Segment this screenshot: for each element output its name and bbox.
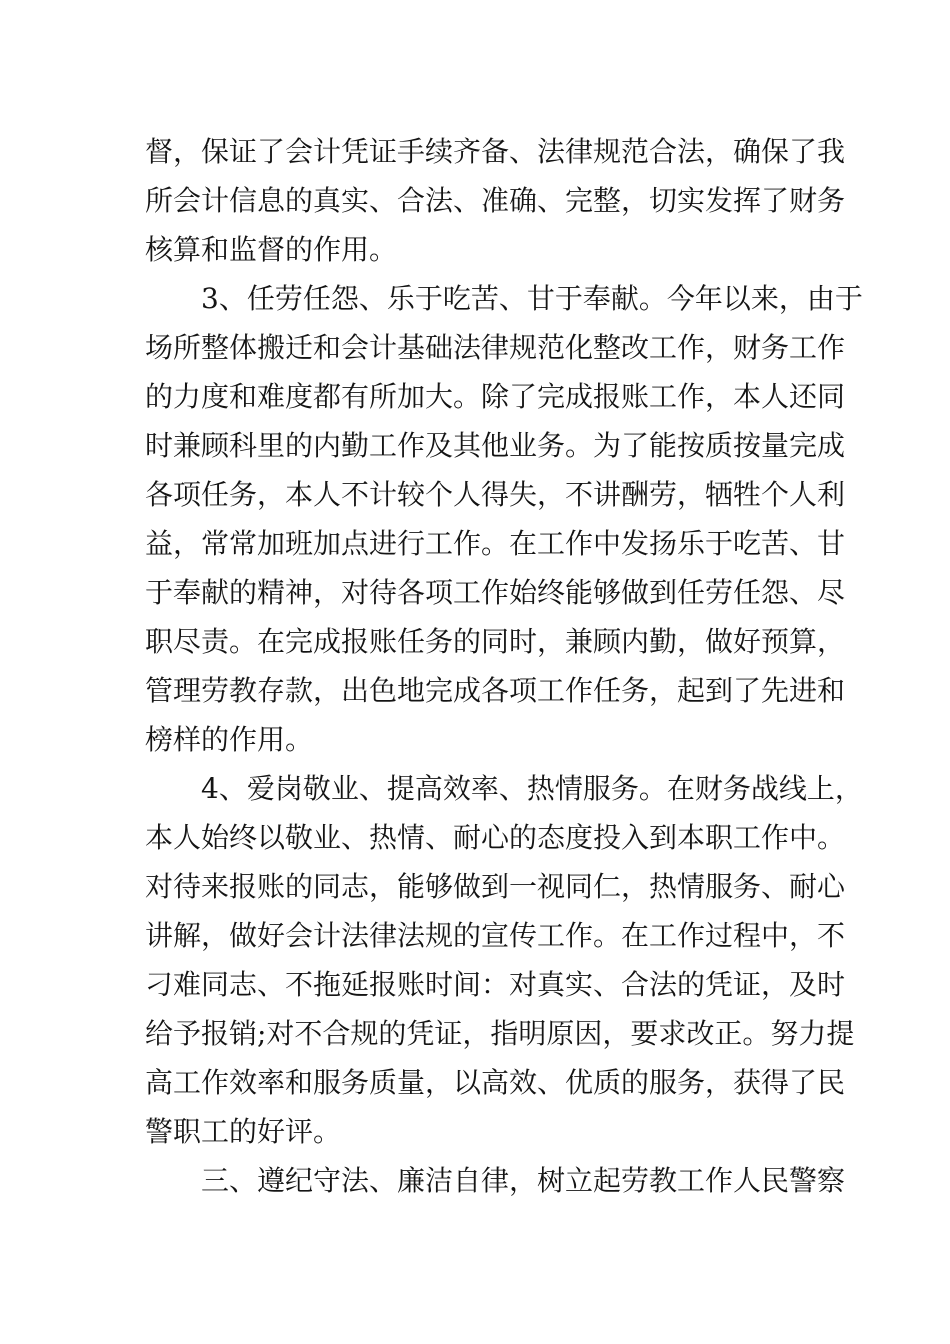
- paragraph-4: [145, 1156, 846, 1205]
- text-line: 榜样的作用。: [145, 723, 314, 756]
- text-line: 本人始终以敬业、热情、耐心的态度投入到本职工作中。: [145, 821, 846, 854]
- text-line: 督，保证了会计凭证手续齐备、法律规范合法，确保了我: [145, 135, 846, 168]
- document-body: [145, 127, 863, 1205]
- text-line: 给予报销;对不合规的凭证，指明原因，要求改正。努力提: [145, 1017, 855, 1050]
- paragraph-1: [145, 127, 846, 274]
- text-line: 的力度和难度都有所加大。除了完成报账工作，本人还同: [145, 380, 846, 413]
- text-line: 益，常常加班加点进行工作。在工作中发扬乐于吃苦、甘: [145, 527, 846, 560]
- text-line: 于奉献的精神，对待各项工作始终能够做到任劳任怨、尽: [145, 576, 846, 609]
- text-line: 时兼顾科里的内勤工作及其他业务。为了能按质按量完成: [145, 429, 846, 462]
- paragraph-3: [145, 764, 863, 1156]
- text-line: 3、任劳任怨、乐于吃苦、甘于奉献。今年以来，由于: [201, 282, 863, 315]
- text-line: 对待来报账的同志，能够做到一视同仁，热情服务、耐心: [145, 870, 846, 903]
- text-line: 职尽责。在完成报账任务的同时，兼顾内勤，做好预算，: [145, 625, 846, 658]
- text-line: 刁难同志、不拖延报账时间：对真实、合法的凭证，及时: [145, 968, 846, 1001]
- text-line: 警职工的好评。: [145, 1115, 342, 1148]
- text-line: 管理劳教存款，出色地完成各项工作任务，起到了先进和: [145, 674, 846, 707]
- text-line: 讲解，做好会计法律法规的宣传工作。在工作过程中，不: [145, 919, 846, 952]
- text-line: 三、遵纪守法、廉洁自律，树立起劳教工作人民警察: [201, 1164, 846, 1197]
- paragraph-2: [145, 274, 863, 764]
- text-line: 各项任务，本人不计较个人得失，不讲酬劳，牺牲个人利: [145, 478, 846, 511]
- text-line: 4、爱岗敬业、提高效率、热情服务。在财务战线上，: [201, 772, 863, 805]
- text-line: 场所整体搬迁和会计基础法律规范化整改工作，财务工作: [145, 331, 846, 364]
- text-line: 核算和监督的作用。: [145, 233, 398, 266]
- text-line: 所会计信息的真实、合法、准确、完整，切实发挥了财务: [145, 184, 846, 217]
- text-line: 高工作效率和服务质量，以高效、优质的服务，获得了民: [145, 1066, 846, 1099]
